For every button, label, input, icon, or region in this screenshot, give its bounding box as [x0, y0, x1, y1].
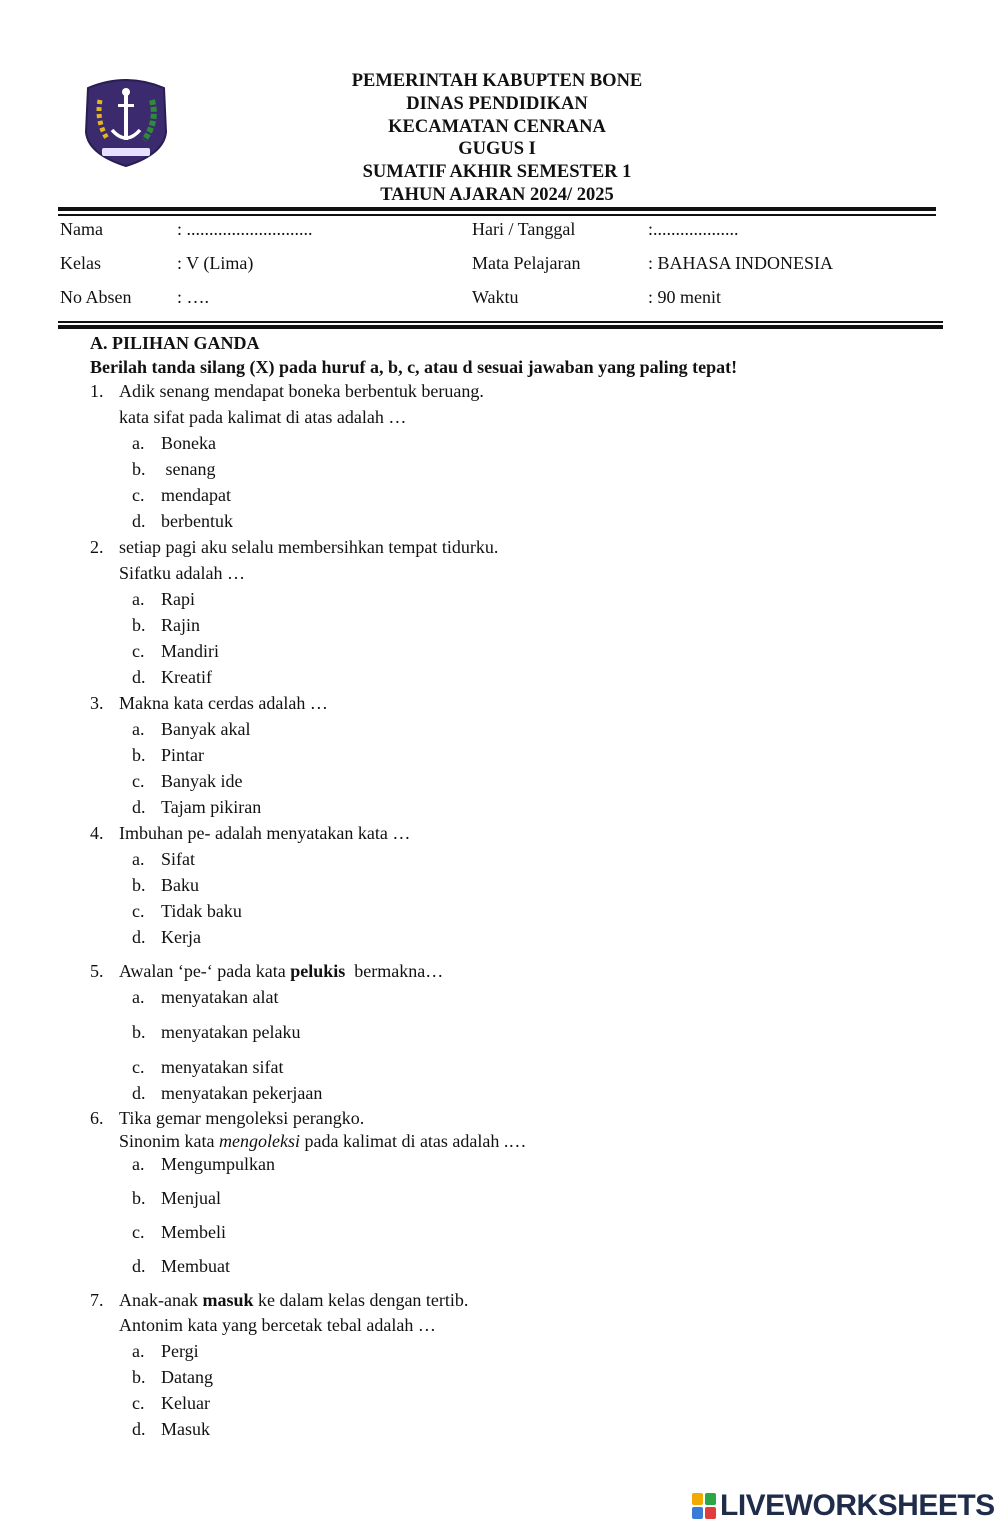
option-text[interactable]: Kerja — [161, 927, 201, 947]
question-bold-word: masuk — [202, 1290, 254, 1310]
option-text[interactable]: Baku — [161, 875, 199, 895]
option-text[interactable]: menyatakan pekerjaan — [161, 1083, 323, 1103]
option-text[interactable]: Menjual — [161, 1188, 221, 1208]
date-label: Hari / Tanggal — [472, 219, 576, 239]
option-text[interactable]: Rapi — [161, 589, 195, 609]
option-text[interactable]: Mandiri — [161, 641, 219, 661]
liveworksheets-logo-icon — [692, 1493, 716, 1519]
question-text-pre: Anak-anak — [119, 1290, 203, 1310]
question-number: 1. — [90, 381, 104, 401]
option-letter[interactable]: b. — [132, 1367, 146, 1387]
option-text[interactable]: Boneka — [161, 433, 216, 453]
option-text[interactable]: menyatakan pelaku — [161, 1022, 301, 1042]
option-text[interactable]: menyatakan sifat — [161, 1057, 284, 1077]
document-header — [0, 70, 1000, 207]
option-text[interactable]: Datang — [161, 1367, 213, 1387]
question-number: 3. — [90, 693, 104, 713]
option-letter[interactable]: a. — [132, 433, 145, 453]
header-line-district: KECAMATAN CENRANA — [388, 116, 606, 137]
header-line-cluster: GUGUS I — [458, 139, 536, 160]
section-title: A. PILIHAN GANDA — [90, 333, 260, 353]
option-text[interactable]: menyatakan alat — [161, 987, 279, 1007]
option-letter[interactable]: a. — [132, 1154, 145, 1174]
option-text[interactable]: Membuat — [161, 1256, 230, 1276]
option-letter[interactable]: b. — [132, 1188, 146, 1208]
option-letter[interactable]: c. — [132, 641, 145, 661]
option-text[interactable]: Kreatif — [161, 667, 212, 687]
question-number: 5. — [90, 961, 104, 981]
question-number: 7. — [90, 1290, 104, 1310]
option-text[interactable]: Mengumpulkan — [161, 1154, 275, 1174]
subject-value: : BAHASA INDONESIA — [648, 253, 834, 273]
option-letter[interactable]: c. — [132, 901, 145, 921]
option-letter[interactable]: d. — [132, 1256, 146, 1276]
option-letter[interactable]: b. — [132, 459, 146, 479]
option-letter[interactable]: d. — [132, 927, 146, 947]
question-text-post: bermakna… — [345, 961, 444, 981]
option-text[interactable]: Pergi — [161, 1341, 199, 1361]
info-rule-thin — [58, 321, 943, 323]
option-text[interactable]: mendapat — [161, 485, 231, 505]
header-rule-thick — [58, 207, 936, 211]
option-letter[interactable]: d. — [132, 797, 146, 817]
question-number: 4. — [90, 823, 104, 843]
option-text[interactable]: Banyak akal — [161, 719, 251, 739]
option-letter[interactable]: d. — [132, 667, 146, 687]
info-rule-thick — [58, 325, 943, 329]
class-label: Kelas — [60, 253, 101, 273]
option-letter[interactable]: b. — [132, 875, 146, 895]
option-letter[interactable]: c. — [132, 1057, 145, 1077]
option-text[interactable]: Tajam pikiran — [161, 797, 262, 817]
option-letter[interactable]: a. — [132, 987, 145, 1007]
option-letter[interactable]: b. — [132, 615, 146, 635]
question-italic-word: mengoleksi — [219, 1131, 300, 1151]
option-letter[interactable]: c. — [132, 1393, 145, 1413]
option-text[interactable]: Banyak ide — [161, 771, 243, 791]
question-text: Adik senang mendapat boneka berbentuk beruang. — [119, 381, 484, 401]
question-text-pre: Sinonim kata — [119, 1131, 219, 1151]
section-instruction: Berilah tanda silang (X) pada huruf a, b, c, atau d sesuai jawaban yang paling tepat! — [90, 357, 738, 377]
option-letter[interactable]: c. — [132, 485, 145, 505]
name-label: Nama — [60, 219, 103, 239]
question-text: setiap pagi aku selalu membersihkan tempat tidurku. — [119, 537, 499, 557]
question-text: Tika gemar mengoleksi perangko. — [119, 1108, 365, 1128]
option-letter[interactable]: a. — [132, 849, 145, 869]
question-prompt: Antonim kata yang bercetak tebal adalah … — [119, 1315, 436, 1335]
question-text — [119, 1289, 468, 1311]
question-text-post: ke dalam kelas dengan tertib. — [253, 1290, 469, 1310]
option-letter[interactable]: c. — [132, 1222, 145, 1242]
question-text-post: pada kalimat di atas adalah .… — [299, 1131, 527, 1151]
option-text[interactable]: Sifat — [161, 849, 195, 869]
question-number: 2. — [90, 537, 104, 557]
option-letter[interactable]: a. — [132, 719, 145, 739]
option-text[interactable]: senang — [161, 459, 216, 479]
attendance-number-label: No Absen — [60, 287, 132, 307]
question-prompt: kata sifat pada kalimat di atas adalah … — [119, 407, 407, 427]
name-field[interactable]: : ............................ — [177, 219, 313, 239]
option-letter[interactable]: d. — [132, 1419, 146, 1439]
date-field[interactable]: :................... — [648, 219, 739, 239]
header-line-government: PEMERINTAH KABUPTEN BONE — [351, 71, 643, 91]
question-text-pre: Awalan ‘pe-‘ pada kata — [119, 961, 291, 981]
question-text: Imbuhan pe- adalah menyatakan kata … — [119, 823, 411, 843]
option-letter[interactable]: c. — [132, 771, 145, 791]
question-prompt: Sifatku adalah … — [119, 563, 245, 583]
duration-label: Waktu — [472, 287, 519, 307]
option-letter[interactable]: a. — [132, 1341, 145, 1361]
watermark-text: LIVEWORKSHEETS — [720, 1489, 995, 1522]
header-line-agency: DINAS PENDIDIKAN — [406, 93, 588, 114]
question-text: Makna kata cerdas adalah … — [119, 693, 328, 713]
liveworksheets-watermark — [692, 1488, 995, 1524]
option-text[interactable]: Masuk — [161, 1419, 210, 1439]
option-letter[interactable]: d. — [132, 511, 146, 531]
question-prompt — [119, 1130, 526, 1152]
class-value: : V (Lima) — [177, 253, 254, 273]
option-letter[interactable]: b. — [132, 745, 146, 765]
option-text[interactable]: berbentuk — [161, 511, 233, 531]
option-text[interactable]: Membeli — [161, 1222, 226, 1242]
question-text — [119, 960, 443, 982]
option-text[interactable]: Tidak baku — [161, 901, 242, 921]
question-bold-word: pelukis — [290, 961, 346, 981]
header-line-year: TAHUN AJARAN 2024/ 2025 — [380, 184, 614, 205]
option-text[interactable]: Rajin — [161, 615, 200, 635]
subject-label: Mata Pelajaran — [472, 253, 581, 273]
duration-value: : 90 menit — [648, 287, 721, 307]
option-letter[interactable]: d. — [132, 1083, 146, 1103]
option-letter[interactable]: b. — [132, 1022, 146, 1042]
option-text[interactable]: Keluar — [161, 1393, 210, 1413]
attendance-number-field[interactable]: : …. — [177, 287, 210, 307]
header-line-exam: SUMATIF AKHIR SEMESTER 1 — [362, 162, 632, 183]
option-text[interactable]: Pintar — [161, 745, 204, 765]
question-number: 6. — [90, 1108, 104, 1128]
header-rule-thin — [58, 214, 936, 216]
option-letter[interactable]: a. — [132, 589, 145, 609]
